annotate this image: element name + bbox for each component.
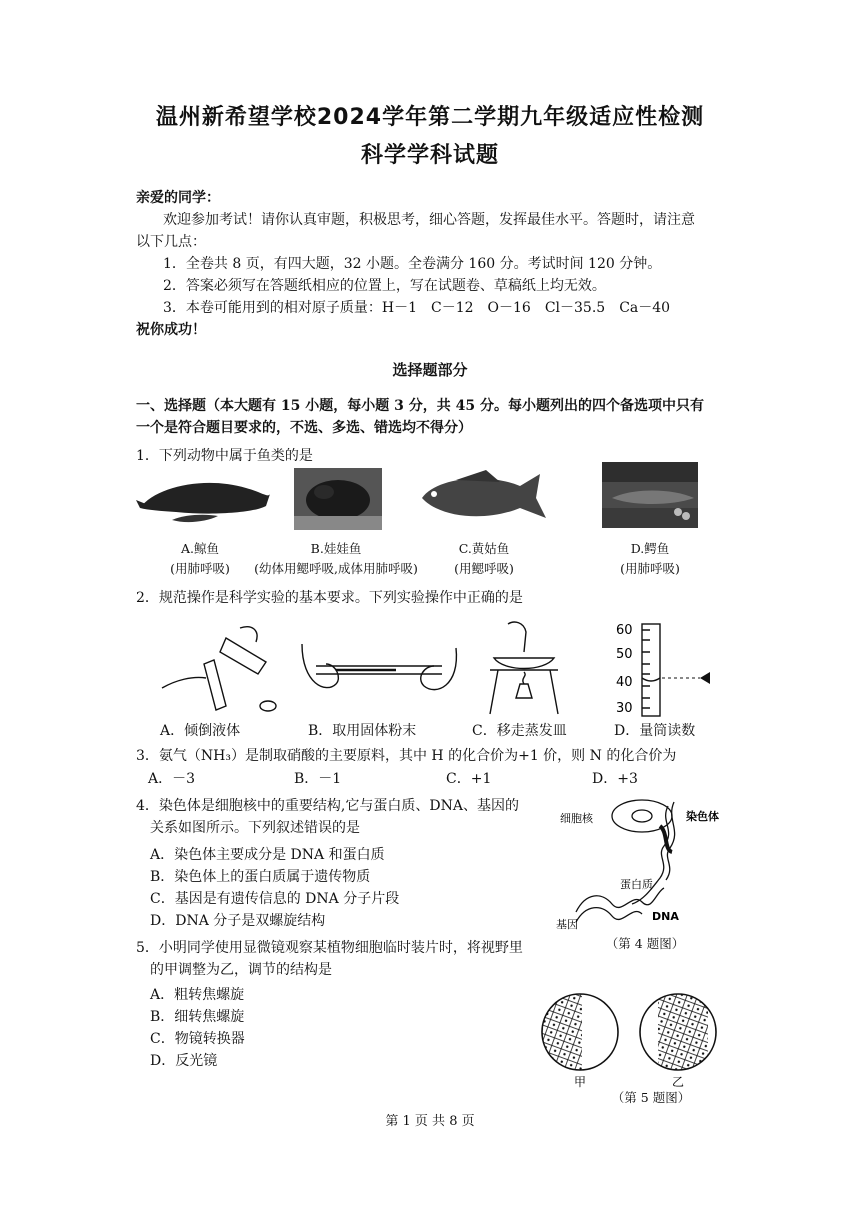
label-left-view: 甲 <box>574 1075 587 1089</box>
q5-option-a: A．粗转焦螺旋 <box>150 987 245 1003</box>
q5-option-b: B．细转焦螺旋 <box>150 1009 245 1025</box>
cylinder-tick-60: 60 <box>616 623 633 638</box>
chromosome-figure <box>556 792 756 934</box>
note-1: 1．全卷共 8 页，有四大题，32 小题。全卷满分 160 分。考试时间 120 分钟。 <box>163 256 662 272</box>
salamander-image <box>294 468 382 530</box>
q2-option-c: C．移走蒸发皿 <box>472 723 567 739</box>
q5-figure-caption: （第 5 题图） <box>611 1090 691 1105</box>
q2-option-b: B．取用固体粉末 <box>308 723 417 739</box>
label-nucleus: 细胞核 <box>560 812 593 825</box>
cylinder-tick-30: 30 <box>616 701 633 716</box>
label-gene: 基因 <box>556 918 578 931</box>
greeting: 亲爱的同学： <box>136 190 220 206</box>
welcome-line-2: 以下几点： <box>136 234 206 250</box>
label-chromosome: 染色体 <box>686 810 719 823</box>
q5-option-c: C．物镜转换器 <box>150 1031 245 1047</box>
evaporating-dish-figure <box>484 618 564 716</box>
note-3: 3．本卷可能用到的相对原子质量：H－1 C－12 O－16 Cl－35.5 Ca－40 <box>163 300 671 316</box>
q4-option-b: B．染色体上的蛋白质属于遗传物质 <box>150 869 371 885</box>
q4-stem-2: 关系如图所示。下列叙述错误的是 <box>150 820 360 836</box>
q1-option-b: B.娃娃鱼 <box>310 541 362 556</box>
q4-figure-caption: （第 4 题图） <box>605 936 685 951</box>
q1-option-b-note: (幼体用鳃呼吸,成体用肺呼吸) <box>254 561 418 576</box>
q1-option-c-note: (用鳃呼吸) <box>454 561 514 576</box>
crocodile-image <box>602 462 698 528</box>
section-instruction-1: 一、选择题（本大题有 15 小题，每小题 3 分，共 45 分。每小题列出的四个备选项中只有 <box>136 398 704 414</box>
q1-option-d: D.鳄鱼 <box>630 541 670 556</box>
q3-option-a: A．－3 <box>148 771 196 787</box>
solid-powder-figure <box>296 624 462 714</box>
q3-option-b: B．－1 <box>294 771 342 787</box>
q5-stem-1: 5．小明同学使用显微镜观察某植物细胞临时装片时，将视野里 <box>136 940 523 956</box>
croaker-fish-image <box>416 466 552 528</box>
q3-option-c: C．+1 <box>446 771 492 787</box>
q1-option-d-note: (用肺呼吸) <box>620 561 680 576</box>
q1-option-c: C.黄姑鱼 <box>458 541 510 556</box>
microscope-view-figure <box>540 990 720 1090</box>
label-dna: DNA <box>652 910 679 923</box>
label-protein: 蛋白质 <box>620 878 653 891</box>
section-heading: 选择题部分 <box>392 361 468 379</box>
q1-option-a-note: (用肺呼吸) <box>170 561 230 576</box>
note-2: 2．答案必须写在答题纸相应的位置上，写在试题卷、草稿纸上均无效。 <box>163 278 606 294</box>
q2-stem: 2．规范操作是科学实验的基本要求。下列实验操作中正确的是 <box>136 590 523 606</box>
exam-title: 温州新希望学校2024学年第二学期九年级适应性检测 <box>155 105 705 130</box>
q1-option-a: A.鲸鱼 <box>180 541 219 556</box>
label-right-view: 乙 <box>672 1075 685 1089</box>
welcome-line-1: 欢迎参加考试！请你认真审题，积极思考，细心答题，发挥最佳水平。答题时，请注意 <box>163 212 695 228</box>
q3-option-d: D．+3 <box>592 771 638 787</box>
cylinder-tick-50: 50 <box>616 647 633 662</box>
q2-option-d: D．量筒读数 <box>614 723 696 739</box>
q4-stem-1: 4．染色体是细胞核中的重要结构,它与蛋白质、DNA、基因的 <box>136 798 519 814</box>
graduated-cylinder-figure <box>612 620 722 718</box>
q4-option-d: D．DNA 分子是双螺旋结构 <box>150 913 326 929</box>
q2-option-a: A．倾倒液体 <box>160 723 241 739</box>
q5-option-d: D．反光镜 <box>150 1053 218 1069</box>
q4-option-a: A．染色体主要成分是 DNA 和蛋白质 <box>150 847 385 863</box>
section-instruction-2: 一个是符合题目要求的，不选、多选、错选均不得分） <box>136 420 472 436</box>
q5-stem-2: 的甲调整为乙，调节的结构是 <box>150 962 332 978</box>
q1-stem: 1．下列动物中属于鱼类的是 <box>136 448 313 464</box>
pour-liquid-figure <box>156 618 286 716</box>
page-footer: 第 1 页 共 8 页 <box>385 1114 475 1129</box>
q4-option-c: C．基因是有遗传信息的 DNA 分子片段 <box>150 891 400 907</box>
wish: 祝你成功！ <box>136 322 206 338</box>
cylinder-tick-40: 40 <box>616 675 633 690</box>
whale-image <box>136 468 272 530</box>
exam-subtitle: 科学学科试题 <box>360 143 499 168</box>
q3-stem: 3．氨气（NH₃）是制取硝酸的主要原料，其中 H 的化合价为+1 价，则 N 的化合价为 <box>136 748 677 764</box>
